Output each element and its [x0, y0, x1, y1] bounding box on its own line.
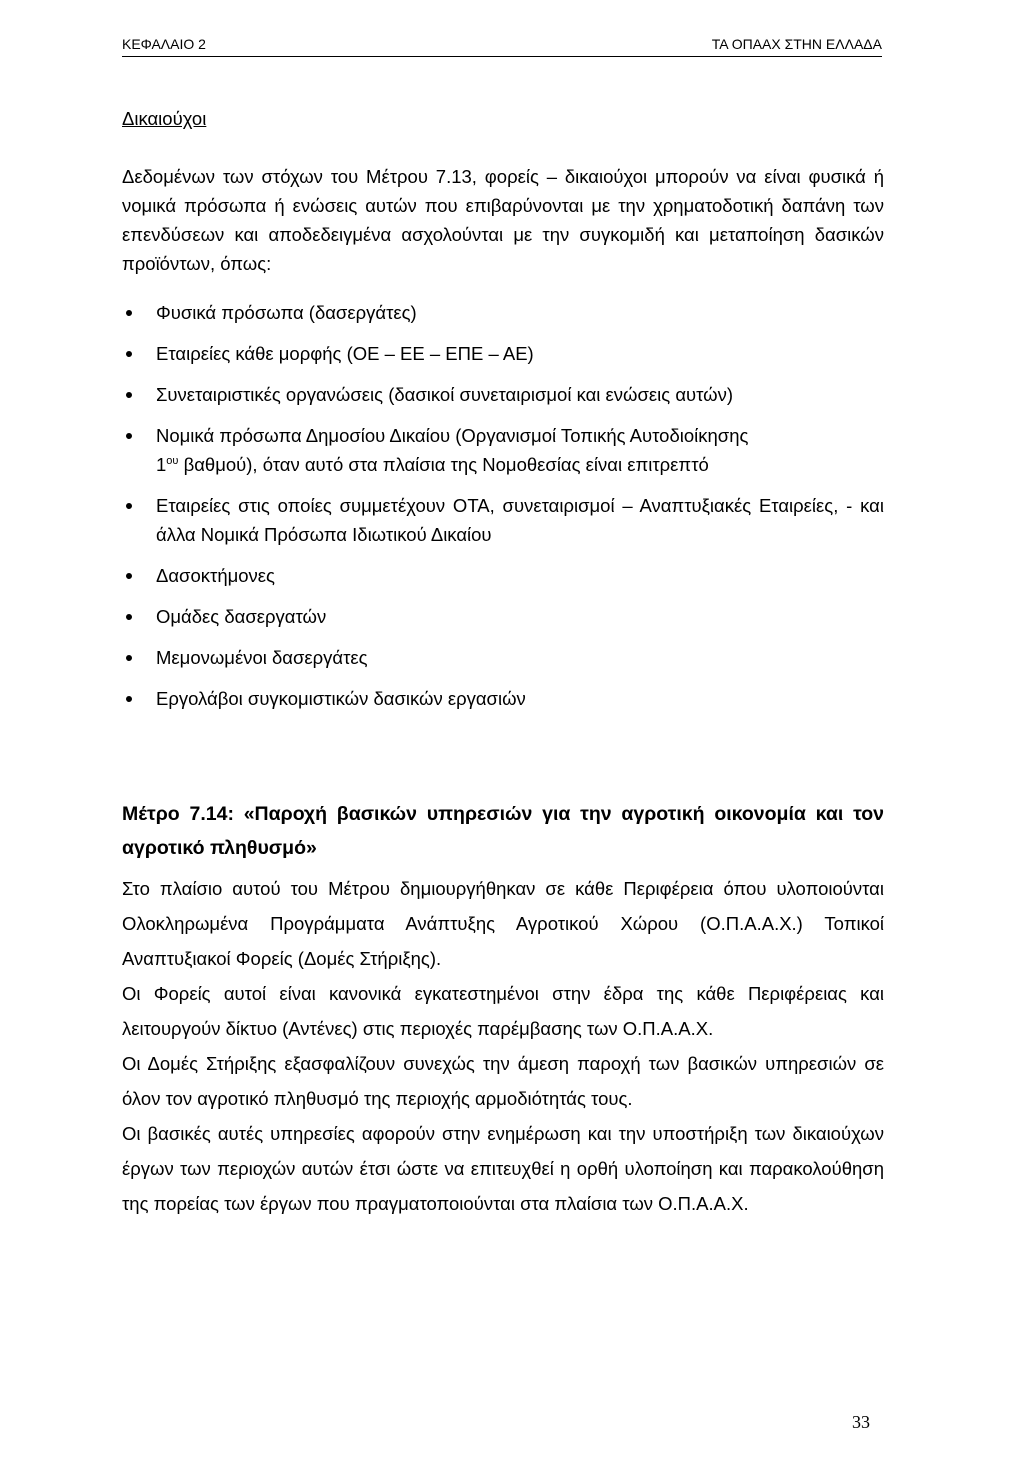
list-item: Εταιρείες κάθε μορφής (ΟΕ – ΕΕ – ΕΠΕ – ΑΕ)	[122, 339, 884, 368]
book-title-label: ΤΑ ΟΠΑΑΧ ΣΤΗΝ ΕΛΛΑΔΑ	[711, 36, 882, 52]
list-item	[122, 421, 884, 479]
ordinal-number: 1	[156, 454, 167, 475]
running-header	[122, 36, 882, 57]
measure-paragraph: Στο πλαίσιο αυτού του Μέτρου δημιουργήθηκαν σε κάθε Περιφέρεια όπου υλοποιούνται Ολοκληρωμένα Προγράμματα Ανάπτυξης Αγροτικού Χώρου (Ο.Π.Α.Α.Χ.) Τοπικοί Αναπτυξιακοί Φορείς (Δομές Στήριξης).	[122, 878, 884, 969]
measure-paragraph: Οι Φορείς αυτοί είναι κανονικά εγκατεστημένοι στην έδρα της κάθε Περιφέρειας και λειτουργούν δίκτυο (Αντένες) στις περιοχές παρέμβασης των Ο.Π.Α.Α.Χ.	[122, 983, 884, 1039]
measure-body	[122, 871, 884, 1221]
list-item: Εταιρείες στις οποίες συμμετέχουν ΟΤΑ, συνεταιρισμοί – Αναπτυξιακές Εταιρείες, - και άλλα Νομικά Πρόσωπα Ιδιωτικού Δικαίου	[122, 491, 884, 549]
list-item: Δασοκτήμονες	[122, 561, 884, 590]
list-item-text: Νομικά πρόσωπα Δημοσίου Δικαίου (Οργανισμοί Τοπικής Αυτοδιοίκησης	[156, 425, 749, 446]
list-item: Φυσικά πρόσωπα (δασεργάτες)	[122, 298, 884, 327]
chapter-label: ΚΕΦΑΛΑΙΟ 2	[122, 36, 206, 52]
page-number: 33	[852, 1412, 870, 1432]
list-item: Ομάδες δασεργατών	[122, 602, 884, 631]
measure-title: Μέτρο 7.14: «Παροχή βασικών υπηρεσιών για την αγροτική οικονομία και τον αγροτικό πληθυσμό»	[122, 803, 884, 859]
list-item: Μεμονωμένοι δασεργάτες	[122, 643, 884, 672]
list-item: Εργολάβοι συγκομιστικών δασικών εργασιών	[122, 684, 884, 713]
section-title-beneficiaries: Δικαιούχοι	[122, 108, 207, 129]
page-content	[122, 104, 884, 1221]
beneficiaries-list	[122, 298, 884, 713]
list-item: Συνεταιριστικές οργανώσεις (δασικοί συνεταιρισμοί και ενώσεις αυτών)	[122, 380, 884, 409]
ordinal-suffix: ου	[166, 454, 179, 467]
measure-paragraph: Οι βασικές αυτές υπηρεσίες αφορούν στην ενημέρωση και την υποστήριξη των δικαιούχων έργων των περιοχών αυτών έτσι ώστε να επιτευχθεί η ορθή υλοποίηση και παρακολούθηση της πορείας των έργων που πραγματοποιούνται στα πλαίσια των Ο.Π.Α.Α.Χ.	[122, 1123, 884, 1214]
list-item-continuation: βαθμού), όταν αυτό στα πλαίσια της Νομοθεσίας είναι επιτρεπτό	[178, 454, 709, 475]
beneficiaries-intro: Δεδομένων των στόχων του Μέτρου 7.13, φορείς – δικαιούχοι μπορούν να είναι φυσικά ή νομικά πρόσωπα ή ενώσεις αυτών που επιβαρύνονται με την χρηματοδοτική δαπάνη των επενδύσεων και αποδεδειγμένα ασχολούνται με την συγκομιδή και μεταποίηση δασικών προϊόντων, όπως:	[122, 166, 884, 274]
measure-paragraph: Οι Δομές Στήριξης εξασφαλίζουν συνεχώς την άμεση παροχή των βασικών υπηρεσιών σε όλον τον αγροτικό πληθυσμό της περιοχής αρμοδιότητάς τους.	[122, 1053, 884, 1109]
